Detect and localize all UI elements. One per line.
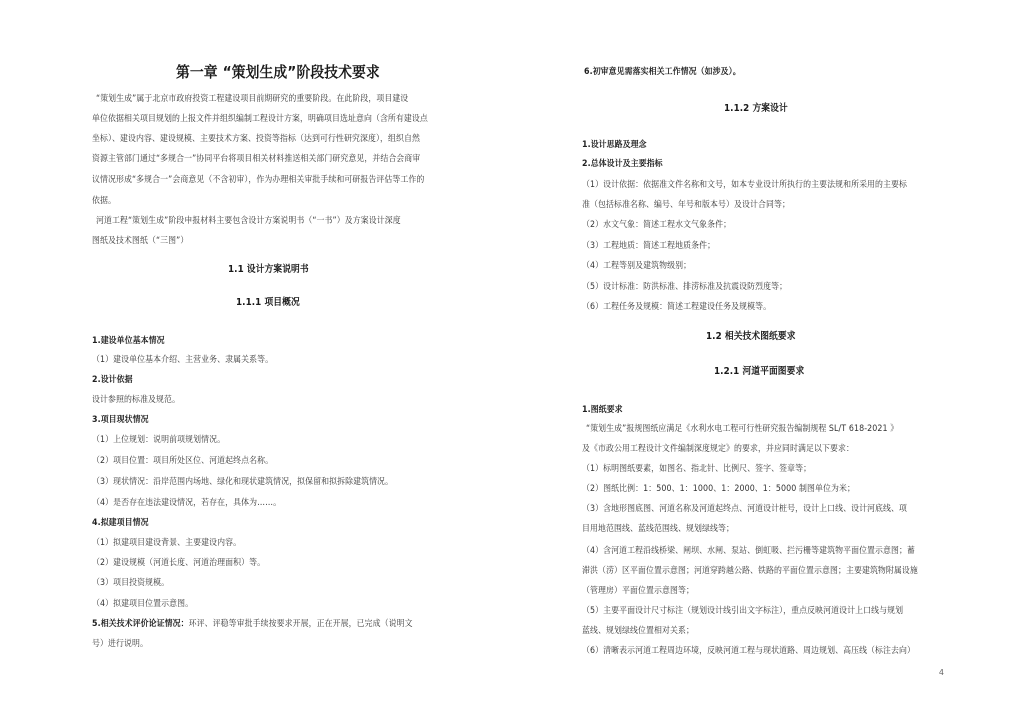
status-item: （4）是否存在违法建设情况，若存在，具体为……。 [92, 498, 282, 508]
heading-drawing-requirements: 1.图纸要求 [582, 405, 623, 415]
drawing-item: （2）图纸比例：1：500、1：1000、1：2000、1：5000 制图单位为米； [582, 484, 856, 494]
overall-item: （4）工程等别及建筑物级别； [582, 261, 692, 271]
item-6: 6.初审意见需落实相关工作情况（如涉及）。 [584, 67, 741, 77]
eval-heading: 5.相关技术评价论证情况： [92, 619, 189, 629]
status-item: （2）项目位置：项目所处区位、河道起终点名称。 [92, 456, 274, 466]
basis-item: 设计参照的标准及规范。 [92, 395, 180, 405]
intro-line: 河道工程“策划生成”阶段申报材料主要包含设计方案说明书（“一书”）及方案设计深度 [96, 216, 401, 226]
overall-item: （5）设计标准：防洪标准、排涝标准及抗震设防烈度等； [582, 282, 788, 292]
drawing-item: 蓝线、规划绿线位置相对关系； [582, 626, 694, 636]
section-heading-1-1-2: 1.1.2 方案设计 [724, 103, 788, 114]
overall-item: 准（包括标准名称、编号、年号和版本号）及设计合同等； [582, 200, 790, 210]
intro-line: 坐标）、建设内容、建设规模、主要技术方案、投资等指标（达到可行性研究深度），组织自然 [92, 134, 421, 144]
heading-overall-design: 2.总体设计及主要指标 [582, 159, 663, 169]
overall-item: （6）工程任务及规模：简述工程建设任务及规模等。 [582, 302, 772, 312]
chapter-title: 第一章 “策划生成”阶段技术要求 [176, 63, 380, 81]
page-number: 4 [938, 668, 944, 677]
drawing-item: （1）标明图纸要素，如图名、指北针、比例尺、签字、签章等； [582, 464, 812, 474]
status-item: （3）现状情况：沿岸范围内场地、绿化和现状建筑情况，拟保留和拟拆除建筑情况。 [92, 477, 394, 487]
intro-line: 图纸及技术图纸（“三图”） [92, 236, 189, 246]
section-heading-1-2-1: 1.2.1 河道平面图要求 [714, 366, 805, 377]
intro-line: “策划生成”属于北京市政府投资工程建设项目前期研究的重要阶段。在此阶段，项目建设 [96, 94, 409, 104]
drawing-item: 及《市政公用工程设计文件编制深度规定》的要求，并应同时满足以下要求： [582, 444, 854, 454]
plan-item: （2）建设规模（河道长度、河道治理面积）等。 [92, 558, 266, 568]
intro-line: 单位依据相关项目规划的上报文件并组织编制工程设计方案，明确项目选址意向（含所有建设点 [92, 114, 428, 124]
plan-item: （1）拟建项目建设背景、主要建设内容。 [92, 538, 242, 548]
drawing-item: 滞洪（涝）区平面位置示意图；河道穿跨越公路、铁路的平面位置示意图；主要建筑物附属设施 [582, 566, 918, 576]
intro-line: 资源主管部门通过“多规合一”协同平台将项目相关材料推送相关部门研究意见，并结合会商审 [92, 154, 421, 164]
drawing-item: （5）主要平面设计尺寸标注（规划设计线引出文字标注），重点反映河道设计上口线与规划 [582, 606, 904, 616]
intro-line: 依据。 [92, 196, 117, 206]
plan-item: （3）项目投资规模。 [92, 578, 170, 588]
plan-item: （4）拟建项目位置示意图。 [92, 599, 194, 609]
heading-proposed: 4.拟建项目情况 [92, 518, 149, 528]
intro-line: 议情况形成“多规合一”会商意见（不含初审），作为办理相关审批手续和可研报告评估等工作的 [92, 175, 425, 185]
overall-item: （3）工程地质：简述工程地质条件； [582, 241, 716, 251]
heading-unit-info: 1.建设单位基本情况 [92, 336, 165, 346]
overall-item: （1）设计依据：依据准文件名称和文号，如本专业设计所执行的主要法规和所采用的主要标 [582, 180, 908, 190]
section-heading-1-1: 1.1 设计方案说明书 [228, 264, 309, 275]
status-item: （1）上位规划：说明前项规划情况。 [92, 435, 226, 445]
drawing-item: （3）含地形图底图、河道名称及河道起终点、河道设计桩号，设计上口线、设计河底线、项 [582, 504, 908, 514]
unit-item: （1）建设单位基本介绍、主营业务、隶属关系等。 [92, 355, 274, 365]
heading-status: 3.项目现状情况 [92, 415, 149, 425]
drawing-item: “策划生成”报规图纸应满足《水利水电工程可行性研究报告编制规程 SL/T 618-2021 》 [586, 424, 899, 434]
heading-design-concept: 1.设计思路及理念 [582, 140, 647, 150]
drawing-item: （4）含河道工程沿线桥梁、闸坝、水闸、泵站、倒虹吸、拦污栅等建筑物平面位置示意图；蓄 [582, 546, 916, 556]
drawing-item: （管理房）平面位置示意图等； [582, 586, 694, 596]
section-heading-1-1-1: 1.1.1 项目概况 [236, 297, 300, 308]
drawing-item: 目用地范围线、蓝线范围线、规划绿线等； [582, 524, 734, 534]
eval-line [92, 618, 413, 630]
eval-line-2: 号）进行说明。 [92, 639, 148, 649]
drawing-item: （6）清晰表示河道工程周边环境，反映河道工程与现状道路、周边规划、高压线（标注去向） [582, 646, 916, 656]
eval-text: 环评、评稳等审批手续按要求开展，正在开展，已完成（说明文 [188, 619, 413, 629]
overall-item: （2）水文气象：简述工程水文气象条件； [582, 220, 732, 230]
heading-design-basis: 2.设计依据 [92, 375, 133, 385]
section-heading-1-2: 1.2 相关技术图纸要求 [706, 331, 796, 342]
